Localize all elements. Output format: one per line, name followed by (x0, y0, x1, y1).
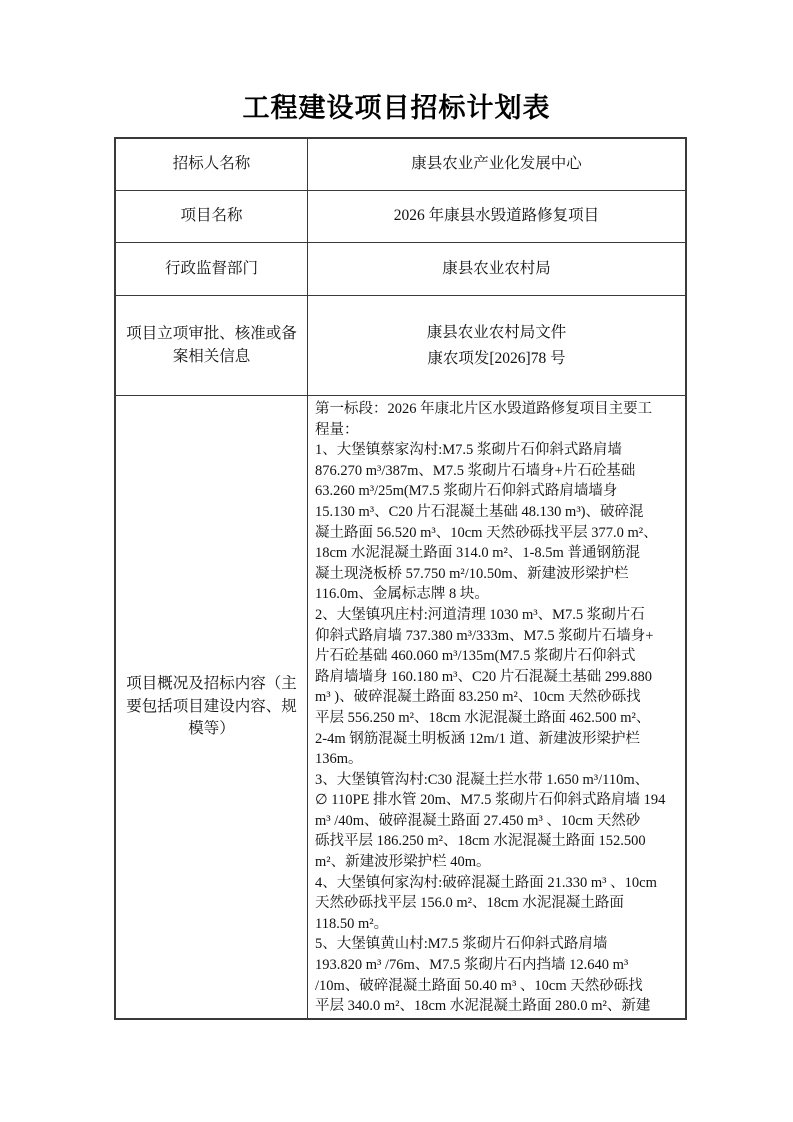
text-line: 2、大堡镇巩庄村:河道清理 1030 m³、M7.5 浆砌片石 (315, 606, 645, 623)
text-line: 砾找平层 186.250 m²、18cm 水泥混凝土路面 152.500 (315, 833, 646, 850)
text-line: 876.270 m³/387m、M7.5 浆砌片石墙身+片石砼基础 (315, 462, 636, 479)
text-line: 路肩墙墙身 160.180 m³、C20 片石混凝土基础 299.880 (315, 668, 653, 685)
row-project-overview-label: 项目概况及招标内容（主要包括项目建设内容、规模等） (116, 396, 308, 1018)
text-line: 凝土现浇板桥 57.750 m²/10.50m、新建波形梁护栏 (315, 565, 629, 582)
text-line: ∅ 110PE 排水管 20m、M7.5 浆砌片石仰斜式路肩墙 194 (315, 792, 666, 809)
text-line: 凝土路面 56.520 m³、10cm 天然砂砾找平层 377.0 m²、 (315, 524, 658, 541)
text-line: 片石砼基础 460.060 m³/135m(M7.5 浆砌片石仰斜式 (315, 648, 636, 665)
text-line: 康县农业农村局文件 (426, 323, 567, 341)
text-line: /10m、破碎混凝土路面 50.40 m³ 、10cm 天然砂砾找 (315, 977, 643, 994)
text-line: 第一标段：2026 年康北片区水毁道路修复项目主要工 (315, 401, 653, 417)
text-line: 136m。 (315, 751, 363, 768)
bidding-plan-table (114, 137, 687, 1020)
text-line: 118.50 m²。 (315, 915, 389, 932)
text-line: 平层 556.250 m²、18cm 水泥混凝土路面 462.500 m²、 (315, 709, 651, 726)
text-line: m³ /40m、破碎混凝土路面 27.450 m³ 、10cm 天然砂 (315, 812, 641, 829)
row-project-overview-value (308, 396, 685, 1018)
text-line: 116.0m、金属标志牌 8 块。 (315, 586, 489, 603)
row-tenderer-name-value: 康县农业产业化发展中心 (308, 139, 685, 191)
text-line: 5、大堡镇黄山村:M7.5 浆砌片石仰斜式路肩墙 (315, 936, 608, 953)
row-approval-info-value (308, 296, 685, 396)
text-line: 15.130 m³、C20 片石混凝土基础 48.130 m³)、破碎混 (315, 503, 644, 520)
row-tenderer-name-label: 招标人名称 (116, 139, 308, 191)
text-line: m³ )、破碎混凝土路面 83.250 m²、10cm 天然砂砾找 (315, 689, 641, 706)
text-line: 3、大堡镇管沟村:C30 混凝土拦水带 1.650 m³/110m、 (315, 771, 650, 788)
text-line: 193.820 m³ /76m、M7.5 浆砌片石内挡墙 12.640 m³ (315, 957, 629, 974)
page-title: 工程建设项目招标计划表 (242, 93, 551, 123)
text-line: 康农项发[2026]78 号 (427, 349, 566, 367)
text-line: 63.260 m³/25m(M7.5 浆砌片石仰斜式路肩墙墙身 (315, 483, 618, 500)
text-line: 仰斜式路肩墙 737.380 m³/333m、M7.5 浆砌片石墙身+ (315, 627, 654, 644)
row-project-name-label: 项目名称 (116, 191, 308, 243)
text-line: 18cm 水泥混凝土路面 314.0 m²、1-8.5m 普通钢筋混 (315, 545, 640, 562)
text-line: 2-4m 钢筋混凝土明板涵 12m/1 道、新建波形梁护栏 (315, 730, 641, 747)
text-line: 平层 340.0 m²、18cm 水泥混凝土路面 280.0 m²、新建 (315, 998, 651, 1015)
row-supervision-dept-value: 康县农业农村局 (308, 243, 685, 296)
text-line: m²、新建波形梁护栏 40m。 (315, 854, 491, 871)
row-supervision-dept-label: 行政监督部门 (116, 243, 308, 296)
text-line: 程量： (315, 421, 359, 438)
row-project-name-value: 2026 年康县水毁道路修复项目 (308, 191, 685, 243)
text-line: 1、大堡镇蔡家沟村:M7.5 浆砌片石仰斜式路肩墙 (315, 442, 622, 459)
text-line: 4、大堡镇何家沟村:破碎混凝土路面 21.330 m³ 、10cm (315, 874, 657, 891)
text-line: 天然砂砾找平层 156.0 m²、18cm 水泥混凝土路面 (315, 895, 624, 912)
row-approval-info-label: 项目立项审批、核准或备案相关信息 (116, 296, 308, 396)
